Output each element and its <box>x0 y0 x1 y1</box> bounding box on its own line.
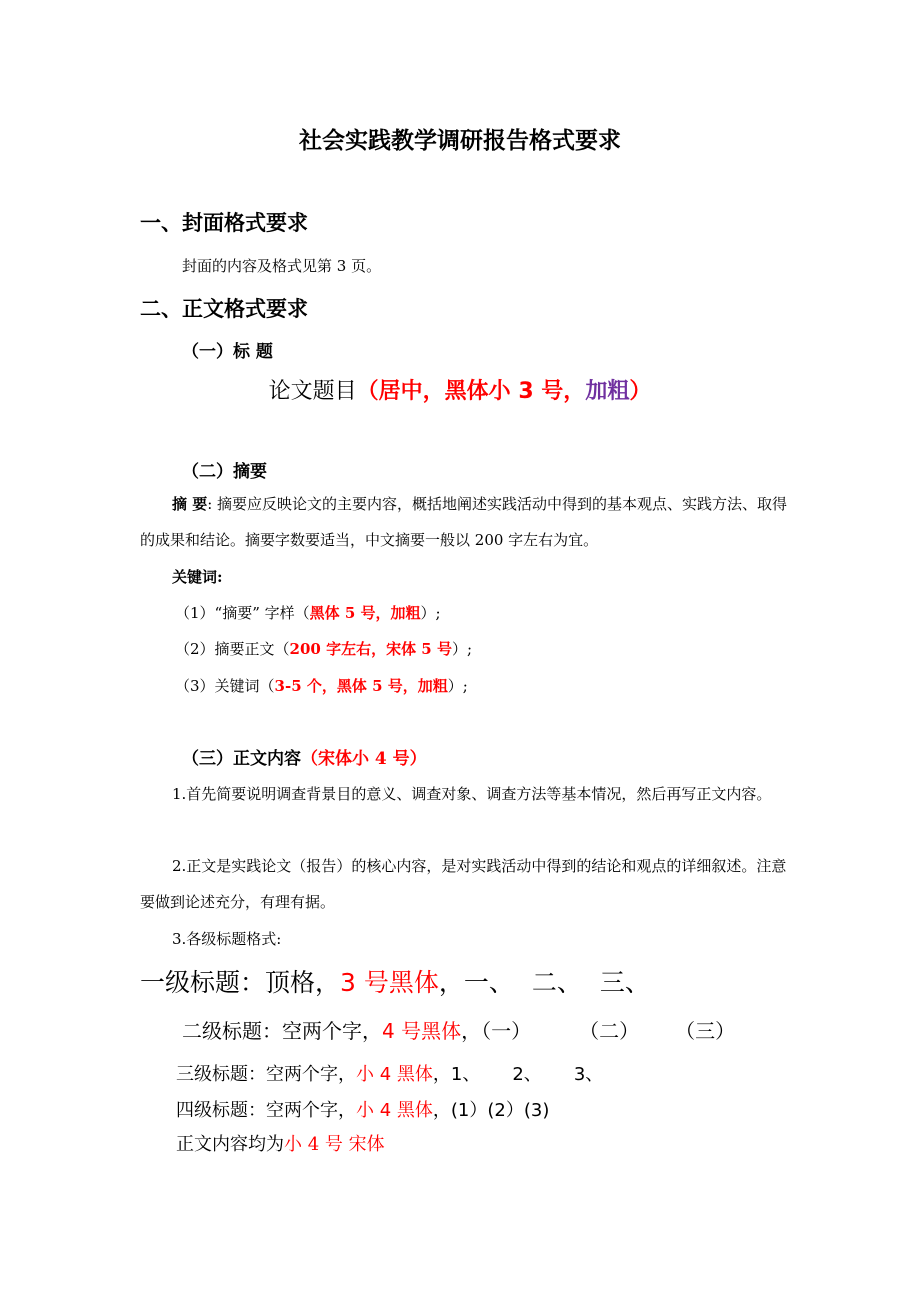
level2-example-1: ，（一） <box>461 1019 532 1043</box>
level4-heading-spec <box>176 1096 549 1122</box>
document-title: 社会实践教学调研报告格式要求 <box>299 127 621 154</box>
subheading-abstract: （二）摘要 <box>182 462 267 482</box>
level1-spec: 3 号黑体 <box>340 968 439 997</box>
level3-text: 三级标题：空两个字， <box>176 1064 356 1085</box>
list-item-suffix: ）; <box>447 677 468 695</box>
list-item-prefix: （3）关键词（ <box>175 677 275 695</box>
abstract-paragraph <box>140 486 790 558</box>
list-item-spec: 黑体 5 号，加粗 <box>309 604 421 622</box>
list-item <box>175 675 468 696</box>
subheading-title: （一）标 题 <box>182 342 273 362</box>
thesis-title-line <box>0 374 920 405</box>
paragraph-2: 2.正文是实践论文（报告）的核心内容，是对实践活动中得到的结论和观点的详细叙述。注意要做到论述充分，有理有据。 <box>140 857 787 911</box>
body-note-text: 正文内容均为 <box>176 1134 284 1155</box>
level3-example-3: 3、 <box>573 1064 604 1085</box>
level1-text: 一级标题：顶格， <box>140 968 341 997</box>
subheading-body-main: （三）正文内容 <box>182 749 301 769</box>
subheading-body-content <box>182 744 427 769</box>
thesis-title-spec: 居中，黑体小 3 号， <box>378 379 586 404</box>
level3-example-1: ，1、 <box>432 1064 481 1085</box>
thesis-title-open: （ <box>356 379 379 404</box>
thesis-title-bold: 加粗 <box>585 379 630 404</box>
level2-example-3: （三） <box>675 1019 736 1043</box>
paragraph-1: 1.首先简要说明调查背景目的意义、调查对象、调查方法等基本情况，然后再写正文内容。 <box>172 785 772 803</box>
list-item <box>175 602 441 623</box>
subheading-body-spec: （宋体小 4 号） <box>301 749 427 769</box>
list-item-suffix: ）; <box>420 604 441 622</box>
body-heading: 二、正文格式要求 <box>140 296 308 321</box>
list-item-spec: 3-5 个，黑体 5 号，加粗 <box>274 677 448 695</box>
level1-example-2: 二、 <box>531 968 582 997</box>
level3-heading-spec <box>176 1060 603 1086</box>
level2-heading-spec <box>182 1015 735 1044</box>
list-item-prefix: （2）摘要正文（ <box>175 640 290 658</box>
level2-example-2: （二） <box>579 1019 640 1043</box>
thesis-title-main: 论文题目 <box>268 379 357 404</box>
level3-example-2: 2、 <box>512 1064 542 1085</box>
level1-heading-spec <box>140 963 650 999</box>
level2-spec: 4 号黑体 <box>382 1019 462 1043</box>
abstract-label: 摘 要 <box>172 495 208 513</box>
level1-example-1: ，一、 <box>438 968 514 997</box>
body-note-spec: 小 4 号 宋体 <box>284 1134 385 1155</box>
level4-examples: ，(1）(2）(3) <box>432 1100 550 1121</box>
body-text-note <box>176 1130 385 1156</box>
abstract-text: : 摘要应反映论文的主要内容，概括地阐述实践活动中得到的基本观点、实践方法、取得的成果和结论。摘要字数要适当，中文摘要一般以 200 字左右为宜。 <box>140 495 788 549</box>
keywords-label: 关键词: <box>172 568 223 586</box>
cover-heading: 一、封面格式要求 <box>140 210 308 235</box>
list-item-suffix: ）; <box>451 640 473 658</box>
cover-text: 封面的内容及格式见第 3 页。 <box>182 257 382 275</box>
thesis-title-close: ） <box>629 379 652 404</box>
level3-spec: 小 4 黑体 <box>356 1064 433 1085</box>
level1-example-3: 三、 <box>599 968 650 997</box>
list-item-spec: 200 字左右，宋体 5 号 <box>289 640 452 658</box>
list-item <box>175 638 472 659</box>
level4-spec: 小 4 黑体 <box>356 1100 433 1121</box>
level2-text: 二级标题：空两个字， <box>182 1019 382 1043</box>
level4-text: 四级标题：空两个字， <box>176 1100 356 1121</box>
list-item-prefix: （1）“摘要” 字样（ <box>175 604 310 622</box>
paragraph-3: 3.各级标题格式: <box>172 930 282 948</box>
